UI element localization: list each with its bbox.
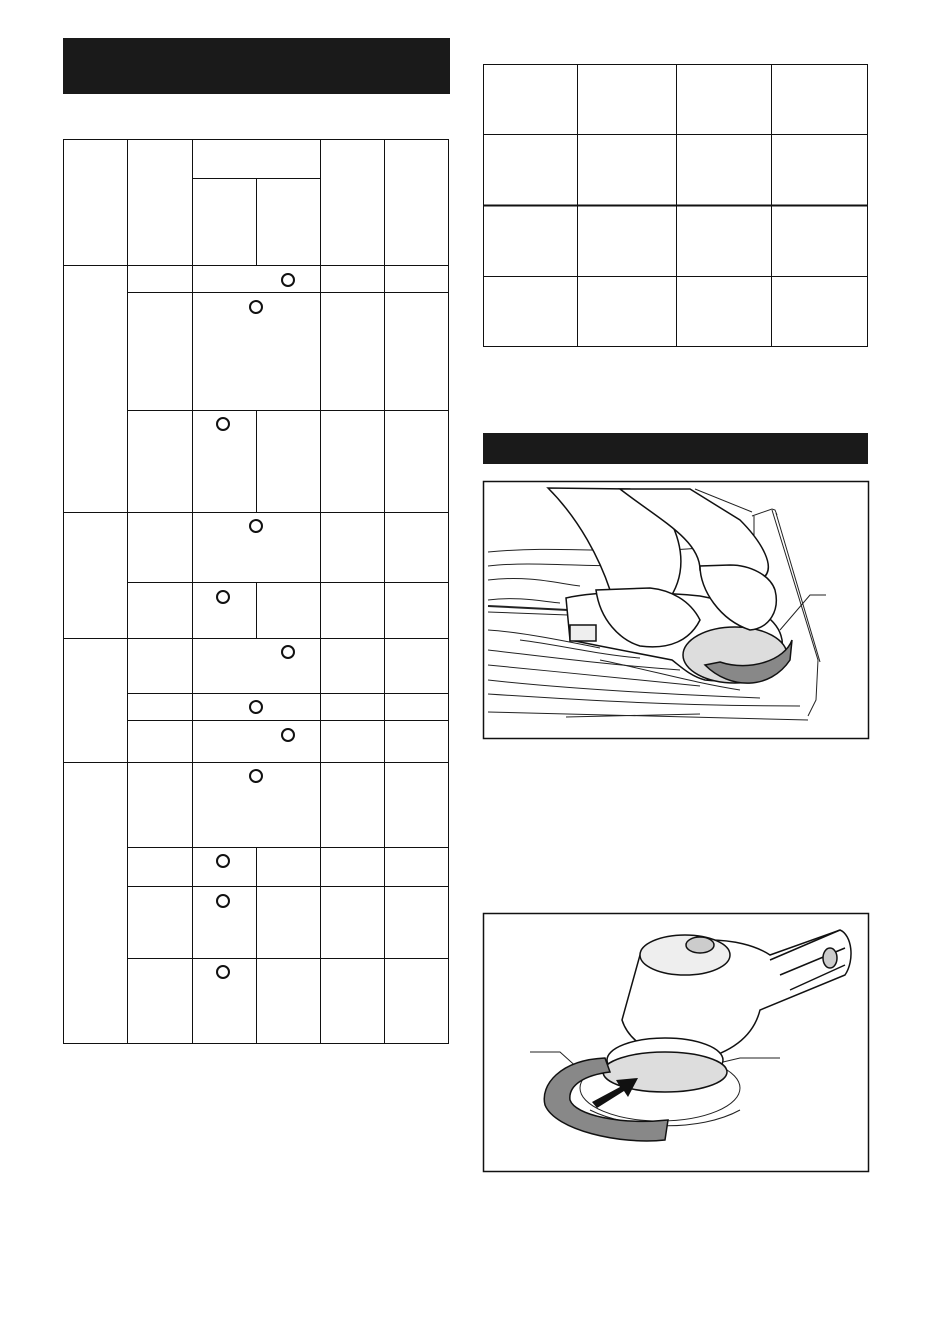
marker-circle xyxy=(217,418,229,430)
marker-circle xyxy=(217,855,229,867)
marker-circle xyxy=(282,729,294,741)
marker-circle xyxy=(250,701,262,713)
marker-circle xyxy=(217,591,229,603)
marker-circle xyxy=(282,274,294,286)
right-section-header xyxy=(483,433,868,464)
marker-circle xyxy=(250,520,262,532)
marker-circle xyxy=(250,301,262,313)
marker-circle xyxy=(217,895,229,907)
marker-circle xyxy=(250,770,262,782)
marker-circle xyxy=(282,646,294,658)
marker-circle xyxy=(217,966,229,978)
